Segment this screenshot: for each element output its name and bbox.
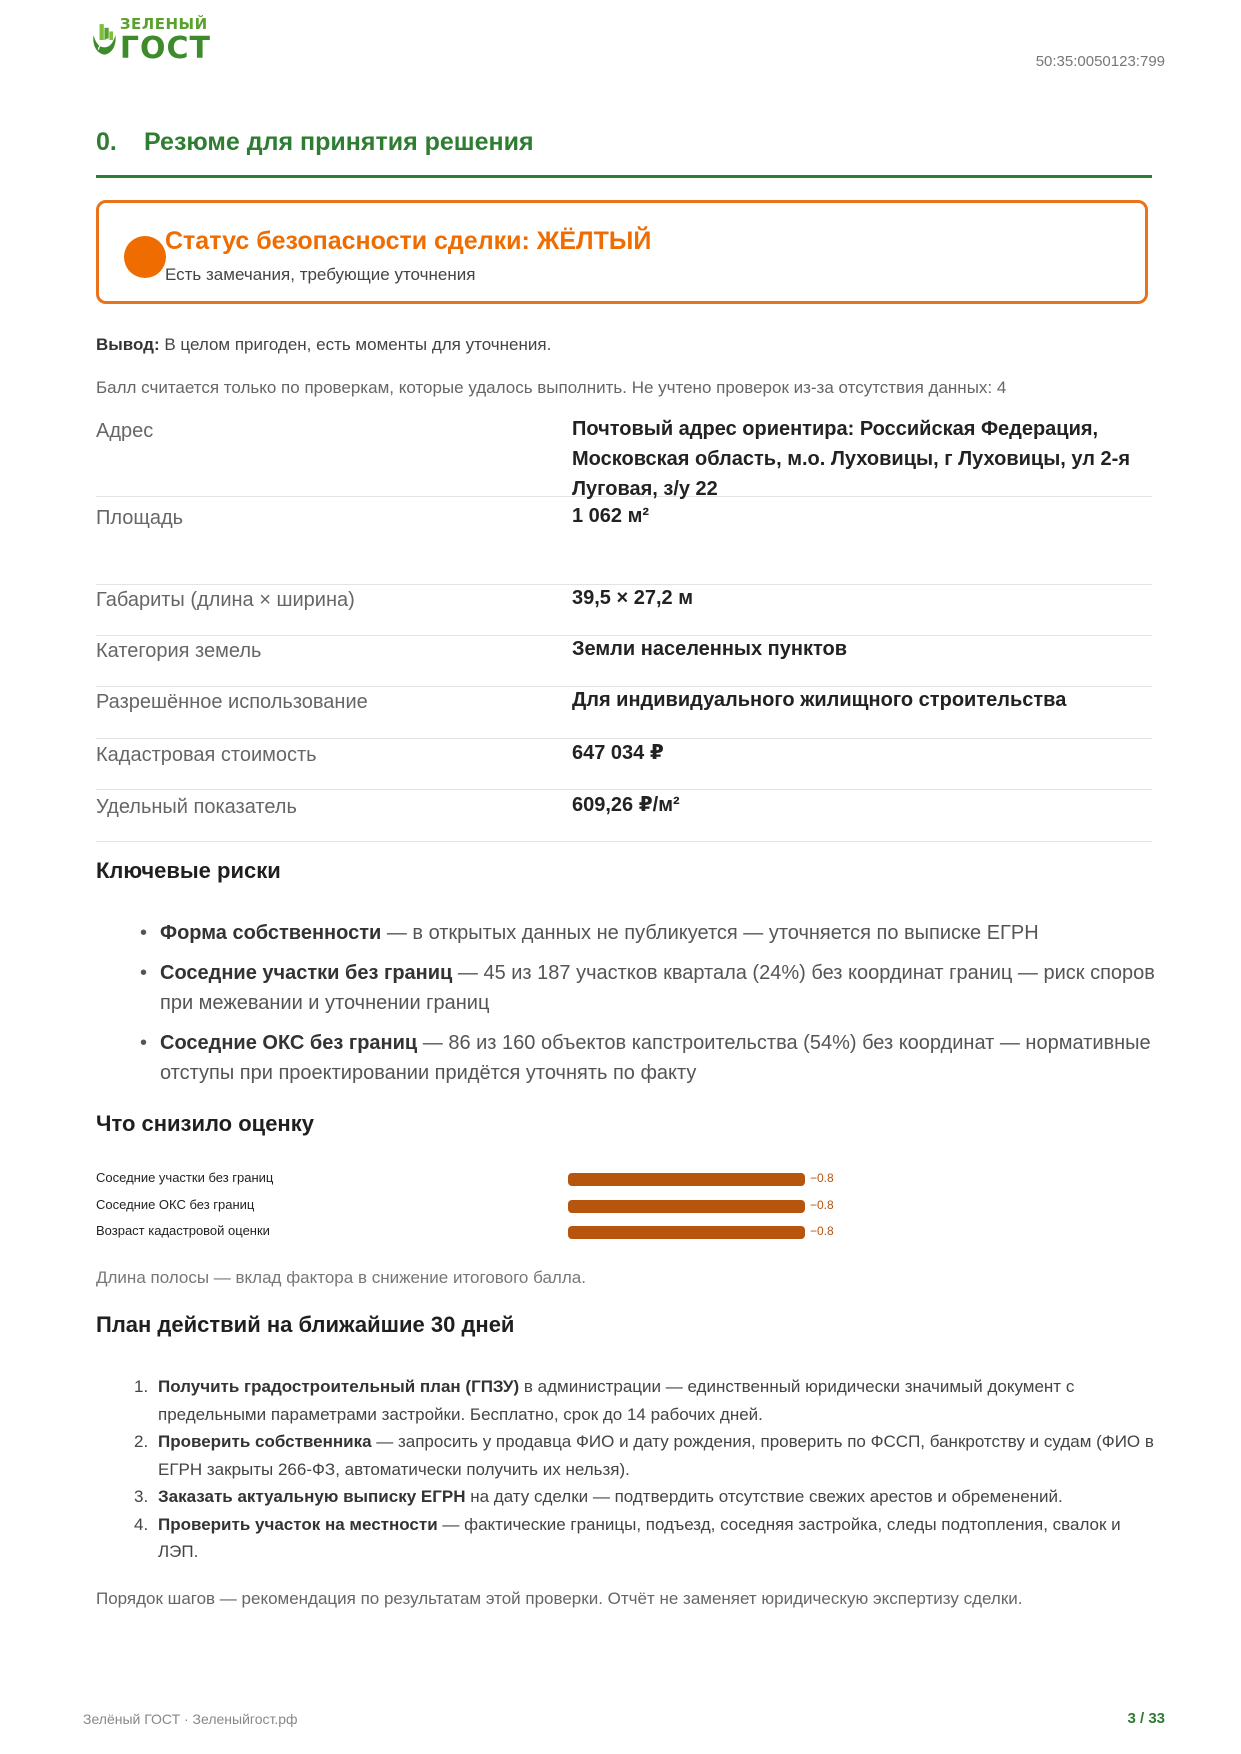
- bar-label: Соседние ОКС без границ: [96, 1196, 255, 1212]
- table-row: [96, 687, 1152, 739]
- bar-fill: [568, 1226, 805, 1239]
- list-item: [140, 1028, 1156, 1088]
- list-item: [140, 958, 1156, 1018]
- leaf-buildings-icon: [91, 12, 118, 68]
- risk-text: — 45 из 187 участков квартала (24%) без координат границ — риск споров при межевании и уточнении границ: [160, 962, 1155, 1014]
- property-key: Удельный показатель: [96, 796, 297, 818]
- page-number: 3 / 33: [1127, 1710, 1165, 1727]
- step-number: 2.: [134, 1432, 149, 1451]
- table-row: [96, 636, 1152, 687]
- step-title: Проверить участок на местности: [158, 1514, 438, 1534]
- list-item: [134, 1373, 1158, 1428]
- step-number: 3.: [134, 1487, 149, 1506]
- step-title: Заказать актуальную выписку ЕГРН: [158, 1487, 466, 1506]
- risks-heading: Ключевые риски: [96, 858, 281, 883]
- bar-row: [96, 1166, 1152, 1193]
- table-row: [96, 418, 1152, 500]
- status-title: Статус безопасности сделки: ЖЁЛТЫЙ: [165, 227, 652, 255]
- list-item: [134, 1483, 1158, 1511]
- risk-text: — в открытых данных не публикуется — уточняется по выписке ЕГРН: [381, 922, 1039, 944]
- step-text: на дату сделки — подтвердить отсутствие свежих арестов и обременений.: [465, 1487, 1063, 1506]
- property-key: Габариты (длина × ширина): [96, 589, 355, 611]
- logo-text-top: ЗЕЛЕНЫЙ: [119, 14, 208, 33]
- step-number: 1.: [134, 1377, 149, 1396]
- risk-title: Соседние участки без границ: [160, 962, 453, 984]
- property-key: Площадь: [96, 507, 184, 529]
- property-key: Категория земель: [96, 640, 262, 662]
- logo: [91, 12, 211, 68]
- bar-fill: [568, 1173, 805, 1186]
- bar-label: Соседние участки без границ: [96, 1170, 274, 1185]
- bar-value: −0.8: [810, 1224, 834, 1238]
- step-number: 4.: [134, 1514, 149, 1534]
- property-value: 39,5 × 27,2 м: [572, 587, 693, 609]
- verdict: [96, 335, 551, 355]
- table-row: [96, 790, 1152, 842]
- bar-row: [96, 1219, 1152, 1246]
- table-row: [96, 585, 1152, 636]
- footer-brand: Зелёный ГОСТ · Зеленыйгост.рф: [83, 1711, 298, 1727]
- bar-track: [568, 1197, 888, 1213]
- score-drivers-bars: [96, 1166, 1152, 1246]
- bar-fill: [568, 1200, 805, 1213]
- score-drivers-heading: Что снизило оценку: [96, 1111, 314, 1136]
- step-text: — запросить у продавца ФИО и дату рождения, проверить по ФССП, банкротству и судам (ФИО в ЕГРН закрыты 266-ФЗ, автоматически получить их нельзя).: [158, 1432, 1154, 1479]
- bullet-icon: •: [140, 1032, 148, 1054]
- bar-label: Возраст кадастровой оценки: [96, 1223, 270, 1238]
- step-title: Проверить собственника: [158, 1432, 372, 1451]
- property-value: Для индивидуального жилищного строительства: [572, 689, 1067, 711]
- property-value: 1 062 м²: [572, 505, 650, 527]
- property-value: 647 034 ₽: [572, 742, 664, 764]
- score-note: Балл считается только по проверкам, которые удалось выполнить. Не учтено проверок из-за отсутствия данных: 4: [96, 378, 1007, 397]
- section-number: 0.: [96, 128, 117, 156]
- cadastral-number: 50:35:0050123:799: [1035, 53, 1165, 70]
- status-indicator-icon: [124, 236, 166, 278]
- list-item: [134, 1428, 1158, 1483]
- section-divider: [96, 175, 1152, 178]
- logo-text-bottom: ГОСТ: [119, 30, 211, 66]
- verdict-label: Вывод:: [96, 335, 160, 354]
- bullet-icon: •: [140, 922, 148, 944]
- step-text: в администрации — единственный юридически значимый документ с предельными параметрами застройки. Бесплатно, срок до 14 рабочих дней.: [158, 1377, 1075, 1424]
- action-plan-list: [134, 1373, 1158, 1566]
- property-value: Почтовый адрес ориентира: Российская Федерация, Московская область, м.о. Луховицы, г Луховицы, ул 2-я Луговая, з/у 22: [572, 418, 1130, 500]
- property-value: 609,26 ₽/м²: [572, 794, 680, 816]
- plan-note: Порядок шагов — рекомендация по результатам этой проверки. Отчёт не заменяет юридическую экспертизу сделки.: [96, 1589, 1023, 1608]
- property-value: Земли населенных пунктов: [572, 638, 848, 660]
- risk-title: Форма собственности: [160, 922, 382, 944]
- risks-list: [140, 918, 1156, 1098]
- property-key: Адрес: [96, 420, 154, 442]
- property-table: [96, 420, 1152, 842]
- step-title: Получить градостроительный план (ГПЗУ): [158, 1377, 520, 1396]
- status-subtitle: Есть замечания, требующие уточнения: [165, 265, 476, 284]
- bar-track: [568, 1226, 888, 1239]
- list-item: [134, 1511, 1158, 1566]
- plan-heading: План действий на ближайшие 30 дней: [96, 1312, 515, 1337]
- table-row: [96, 505, 1152, 585]
- table-row: [96, 739, 1152, 790]
- property-key: Разрешённое использование: [96, 691, 368, 713]
- bars-note: Длина полосы — вклад фактора в снижение итогового балла.: [96, 1268, 586, 1287]
- property-key: Кадастровая стоимость: [96, 744, 317, 766]
- step-text: — фактические границы, подъезд, соседняя застройка, следы подтопления, свалок и ЛЭП.: [158, 1514, 1121, 1561]
- risk-title: Соседние ОКС без границ: [160, 1032, 418, 1054]
- risk-text: — 86 из 160 объектов капстроительства (54%) без координат — нормативные отступы при проектировании придётся уточнять по факту: [160, 1032, 1151, 1084]
- status-card: [96, 200, 1148, 304]
- bullet-icon: •: [140, 962, 148, 984]
- verdict-text: В целом пригоден, есть моменты для уточнения.: [159, 335, 552, 354]
- list-item: [140, 918, 1156, 948]
- bar-row: [96, 1193, 1152, 1220]
- bar-value: −0.8: [810, 1197, 834, 1212]
- section-title-text: Резюме для принятия решения: [144, 128, 534, 156]
- bar-track: [568, 1173, 888, 1186]
- section-title: [96, 128, 1152, 157]
- bar-value: −0.8: [810, 1171, 834, 1185]
